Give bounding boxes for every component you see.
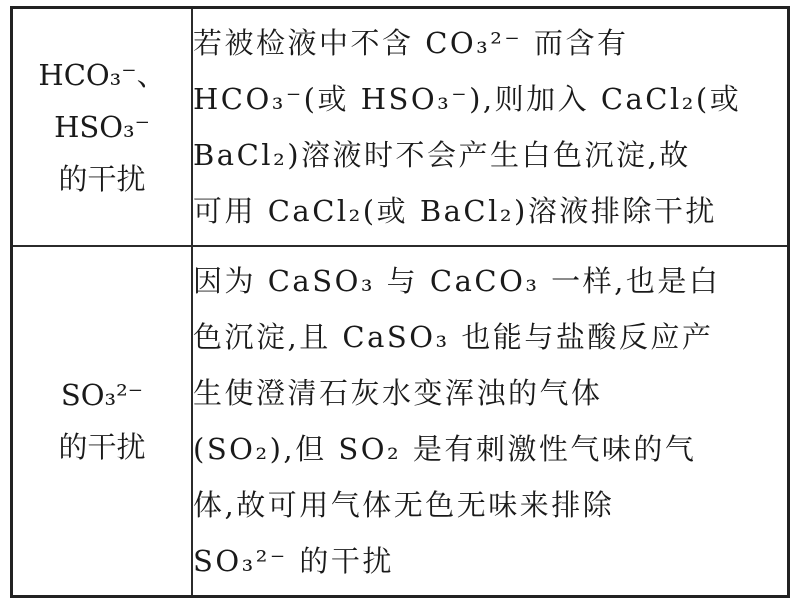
header-line: 的干扰 [58, 430, 146, 464]
header-line: HCO₃⁻、 [38, 58, 166, 92]
interference-table [10, 6, 790, 598]
table-row [12, 246, 789, 597]
header-line: 的干扰 [58, 162, 146, 196]
body-line: HCO₃⁻(或 HSO₃⁻),则加入 CaCl₂(或 [193, 82, 742, 116]
body-line: 体,故可用气体无色无味来排除 [193, 488, 615, 522]
body-line: 因为 CaSO₃ 与 CaCO₃ 一样,也是白 [193, 264, 721, 298]
body-line: 生使澄清石灰水变浑浊的气体 [193, 376, 603, 410]
table-row [12, 8, 789, 247]
header-line: SO₃²⁻ [60, 378, 144, 412]
body-line: BaCl₂)溶液时不会产生白色沉淀,故 [193, 138, 691, 172]
row-body-hco3-hso3 [192, 8, 789, 247]
body-line: (SO₂),但 SO₂ 是有刺激性气味的气 [193, 432, 697, 466]
body-line: SO₃²⁻ 的干扰 [193, 544, 394, 578]
row-body-so3 [192, 246, 789, 597]
row-header-so3 [12, 246, 193, 597]
row-header-hco3-hso3 [12, 8, 193, 247]
body-line: 若被检液中不含 CO₃²⁻ 而含有 [193, 26, 629, 60]
body-line: 可用 CaCl₂(或 BaCl₂)溶液排除干扰 [193, 194, 717, 228]
header-line: HSO₃⁻ [54, 110, 150, 144]
body-line: 色沉淀,且 CaSO₃ 也能与盐酸反应产 [193, 320, 714, 354]
